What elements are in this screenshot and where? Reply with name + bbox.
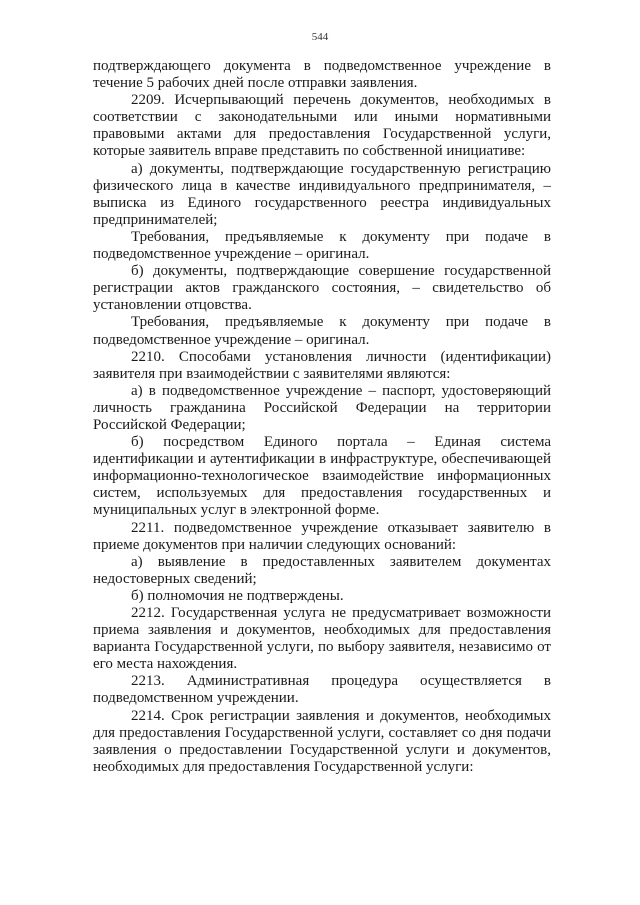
page-number: 544 <box>311 31 329 43</box>
paragraph: Требования, предъявляемые к документу при подаче в подведомственное учреждение – оригинал. <box>93 314 551 348</box>
paragraph: 2211. подведомственное учреждение отказывает заявителю в приеме документов при наличии следующих оснований: <box>93 519 551 553</box>
paragraph: 2213. Административная процедура осуществляется в подведомственном учреждении. <box>93 673 551 707</box>
paragraph: а) в подведомственное учреждение – паспорт, удостоверяющий личность гражданина Российской Федерации на территории Российской Федерации; <box>93 382 551 433</box>
paragraph: 2209. Исчерпывающий перечень документов, необходимых в соответствии с законодательными или иными нормативными правовыми актами для предоставления Государственной услуги, которые заявитель вправе представить по собственной инициативе: <box>93 92 551 160</box>
document-body <box>93 58 551 776</box>
paragraph: подтверждающего документа в подведомственное учреждение в течение 5 рабочих дней после отправки заявления. <box>93 58 551 92</box>
paragraph: Требования, предъявляемые к документу при подаче в подведомственное учреждение – оригинал. <box>93 228 551 263</box>
paragraph: б) полномочия не подтверждены. <box>131 587 344 604</box>
paragraph: 2210. Способами установления личности (идентификации) заявителя при взаимодействии с заявителями являются: <box>93 348 551 382</box>
paragraph: 2214. Срок регистрации заявления и документов, необходимых для предоставления Государственной услуги, составляет со дня подачи заявления о предоставлении Государственной услуги и документов, необходимых для предоставления Государственной услуги: <box>93 707 551 775</box>
paragraph: а) выявление в предоставленных заявителем документах недостоверных сведений; <box>93 553 551 587</box>
paragraph: 2212. Государственная услуга не предусматривает возможности приема заявления и документов, необходимых для предоставления варианта Государственной услуги, по выбору заявителя, независимо от его места нахождения. <box>93 605 551 673</box>
paragraph: а) документы, подтверждающие государственную регистрацию физического лица в качестве индивидуального предпринимателя, – выписка из Единого государственного реестра индивидуальных предпринимателей; <box>93 160 551 228</box>
paragraph: б) документы, подтверждающие совершение государственной регистрации актов гражданского состояния, – свидетельство об установлении отцовства. <box>93 263 551 314</box>
paragraph: б) посредством Единого портала – Единая система идентификации и аутентификации в инфраструктуре, обеспечивающей информационно-технологическое взаимодействие информационных систем, используемых для предоставления государственных и муниципальных услуг в электронной форме. <box>93 434 551 519</box>
